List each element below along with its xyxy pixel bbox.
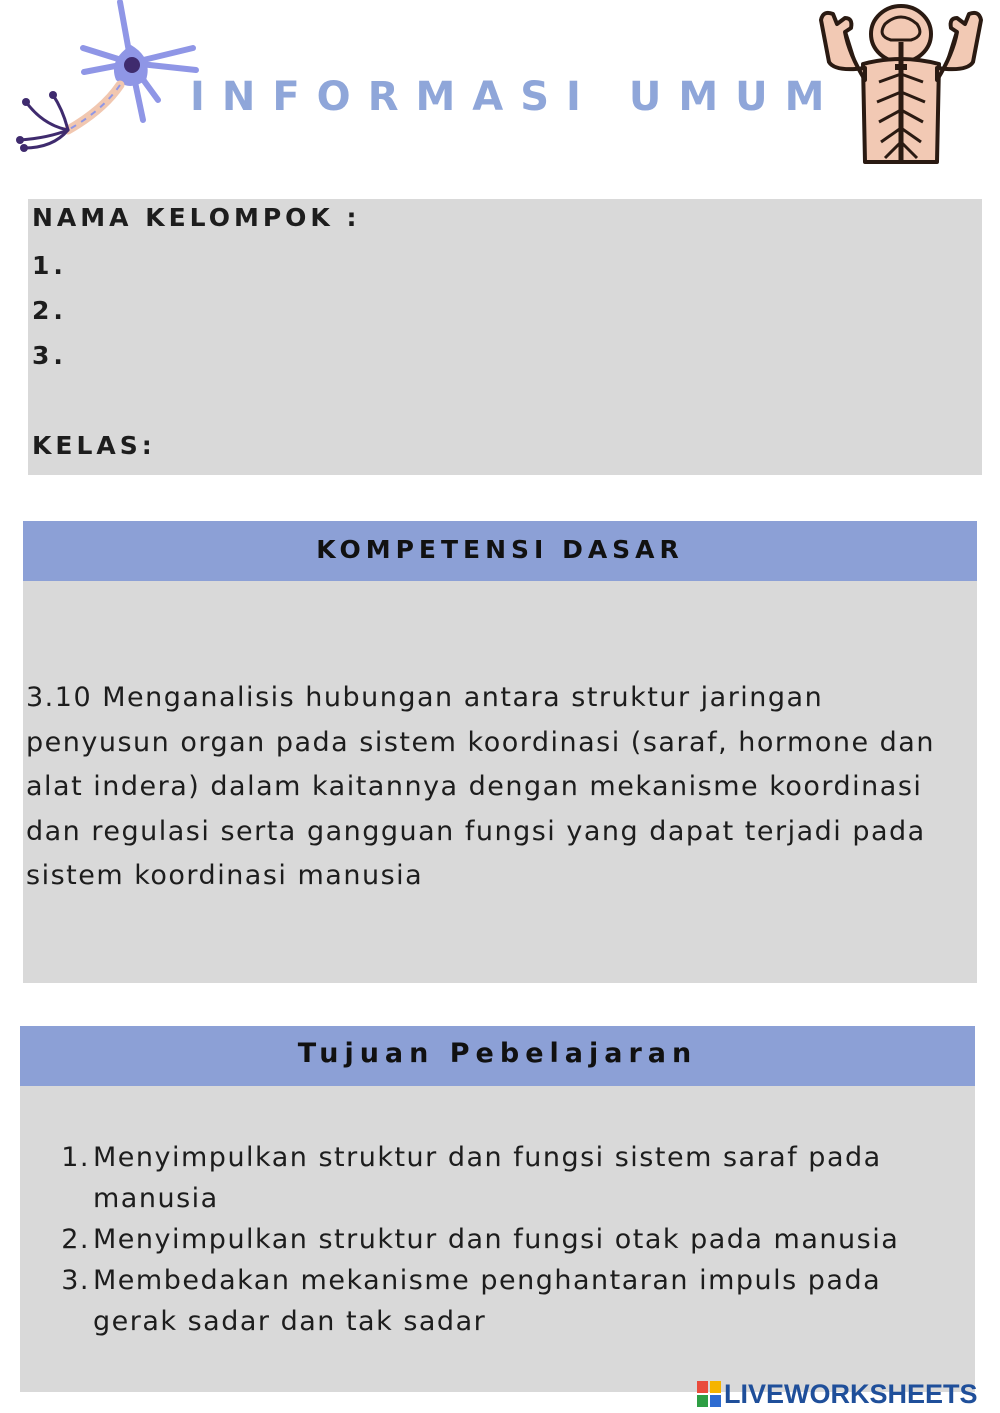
group-member-2: 2. [32, 296, 67, 325]
neuron-icon [8, 0, 203, 160]
group-info-panel [28, 199, 982, 475]
objectives-header [20, 1026, 975, 1086]
objective-text: Menyimpulkan struktur dan fungsi sistem saraf pada manusia [93, 1142, 882, 1214]
competency-header [23, 521, 977, 581]
liveworksheets-watermark [697, 1376, 978, 1412]
competency-text: 3.10 Menganalisis hubungan antara struktur jaringan penyusun organ pada sistem koordinasi (saraf, hormone dan alat indera) dalam kaitannya dengan mekanisme koordinasi dan regulasi serta gangguan fungsi yang dapat terjadi pada sistem koordinasi manusia [26, 682, 935, 891]
objective-number: 2. [61, 1224, 90, 1255]
objectives-panel [20, 1086, 975, 1392]
objective-text: Menyimpulkan struktur dan fungsi otak pada manusia [93, 1224, 900, 1255]
group-member-3: 3. [32, 341, 67, 370]
nervous-system-figure-icon [815, 2, 987, 167]
objective-number: 3. [61, 1265, 90, 1296]
objectives-title: Tujuan Pebelajaran [297, 1038, 698, 1069]
competency-title: KOMPETENSI DASAR [316, 535, 684, 564]
objective-number: 1. [61, 1142, 90, 1173]
class-label: KELAS: [32, 431, 156, 460]
watermark-text: LIVEWORKSHEETS [724, 1378, 978, 1409]
objective-text: Membedakan mekanisme penghantaran impuls pada gerak sadar dan tak sadar [93, 1265, 882, 1337]
group-name-label: NAMA KELOMPOK : [32, 203, 361, 232]
liveworksheets-logo-icon [697, 1381, 721, 1407]
competency-panel [23, 581, 977, 983]
group-member-1: 1. [32, 251, 67, 280]
page-title: INFORMASI UMUM [190, 74, 842, 120]
